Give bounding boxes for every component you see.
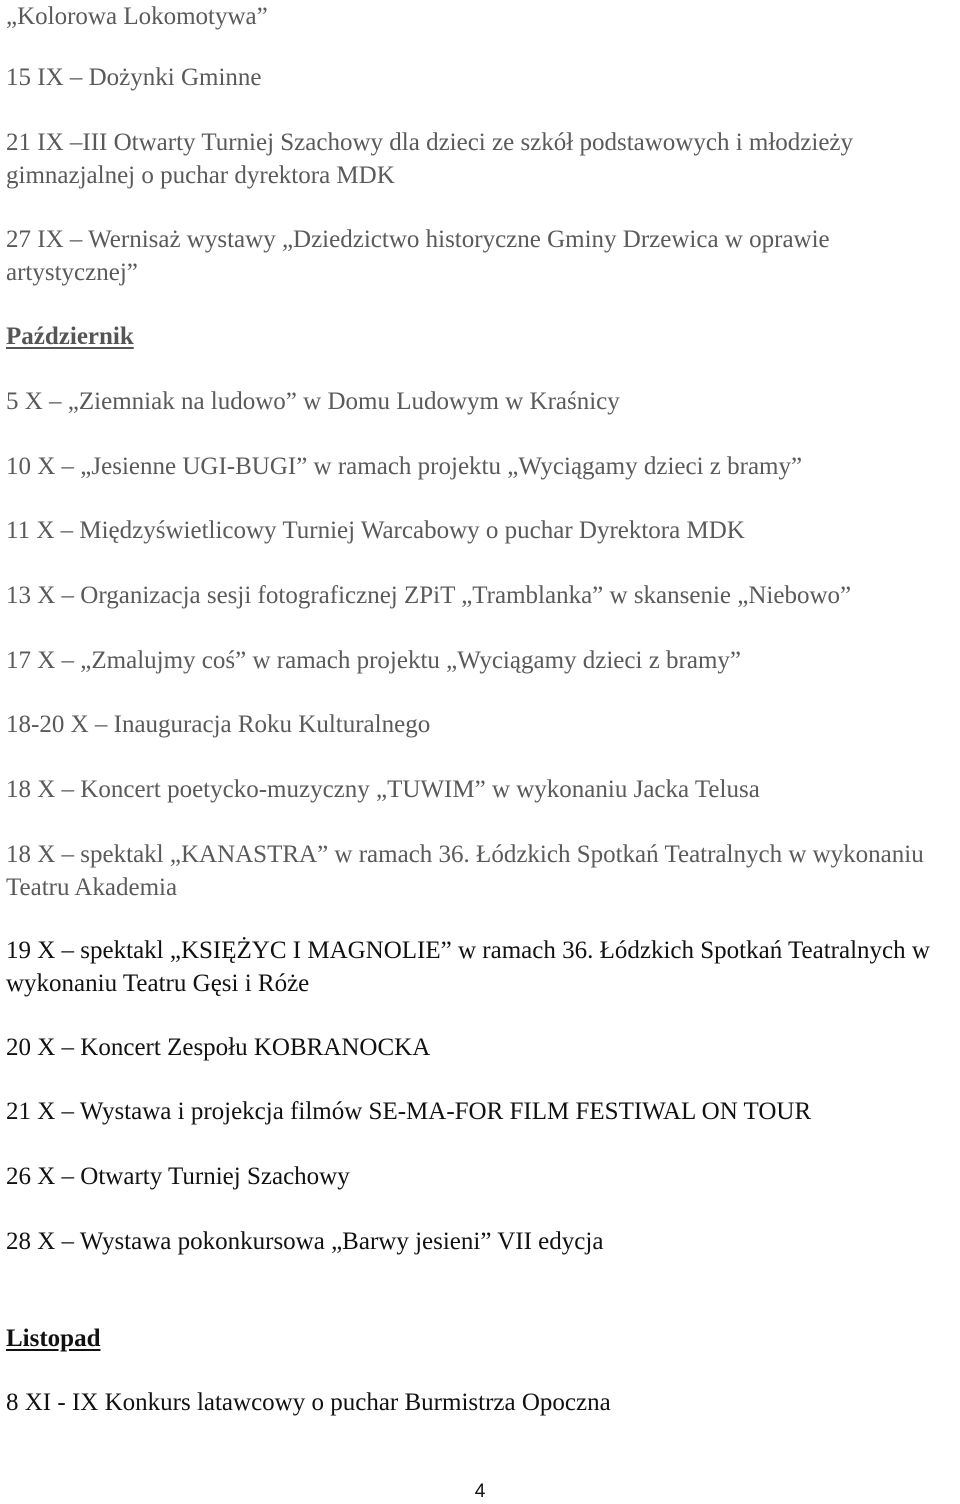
- october-heading: Październik: [6, 323, 134, 350]
- event-koncert-tuwim: 18 X – Koncert poetycko-muzyczny „TUWIM” w wykonaniu Jacka Telusa: [6, 776, 760, 803]
- event-ugi-bugi: 10 X – „Jesienne UGI-BUGI” w ramach projektu „Wyciągamy dzieci z bramy”: [6, 453, 803, 480]
- event-warcaby: 11 X – Międzyświetlicowy Turniej Warcabowy o puchar Dyrektora MDK: [6, 517, 745, 544]
- event-wernisaz: 27 IX – Wernisaż wystawy „Dziedzictwo historyczne Gminy Drzewica w oprawie artystycznej”: [6, 226, 830, 286]
- event-dozynki: 15 IX – Dożynki Gminne: [6, 64, 262, 91]
- event-ziemniak: 5 X – „Ziemniak na ludowo” w Domu Ludowym w Kraśnicy: [6, 388, 620, 415]
- event-zmalujmy-cos: 17 X – „Zmalujmy coś” w ramach projektu „Wyciągamy dzieci z bramy”: [6, 647, 742, 674]
- november-heading: Listopad: [6, 1325, 101, 1352]
- event-sesja-fotograficzna: 13 X – Organizacja sesji fotograficznej ZPiT „Tramblanka” w skansenie „Niebowo”: [6, 582, 852, 609]
- event-semafor: 21 X – Wystawa i projekcja filmów SE-MA-FOR FILM FESTIWAL ON TOUR: [6, 1098, 812, 1125]
- event-kanastra: 18 X – spektakl „KANASTRA” w ramach 36. Łódzkich Spotkań Teatralnych w wykonaniu Teatru Akademia: [6, 841, 924, 901]
- event-kobranocka: 20 X – Koncert Zespołu KOBRANOCKA: [6, 1034, 431, 1061]
- event-latawce: 8 XI - IX Konkurs latawcowy o puchar Burmistrza Opoczna: [6, 1389, 611, 1416]
- event-inauguracja: 18-20 X – Inauguracja Roku Kulturalnego: [6, 711, 431, 738]
- page-number: 4: [474, 1481, 486, 1502]
- event-ksiezyc: 19 X – spektakl „KSIĘŻYC I MAGNOLIE” w ramach 36. Łódzkich Spotkań Teatralnych w wykonaniu Teatru Gęsi i Róże: [6, 937, 930, 997]
- event-barwy-jesieni: 28 X – Wystawa pokonkursowa „Barwy jesieni” VII edycja: [6, 1228, 604, 1255]
- event-kolorowa-lokomotywa: „Kolorowa Lokomotywa”: [6, 3, 268, 30]
- event-turniej-szachowy-iii: 21 IX –III Otwarty Turniej Szachowy dla dzieci ze szkół podstawowych i młodzieży gimnazjalnej o puchar dyrektora MDK: [6, 129, 854, 189]
- event-otwarty-turniej: 26 X – Otwarty Turniej Szachowy: [6, 1163, 350, 1190]
